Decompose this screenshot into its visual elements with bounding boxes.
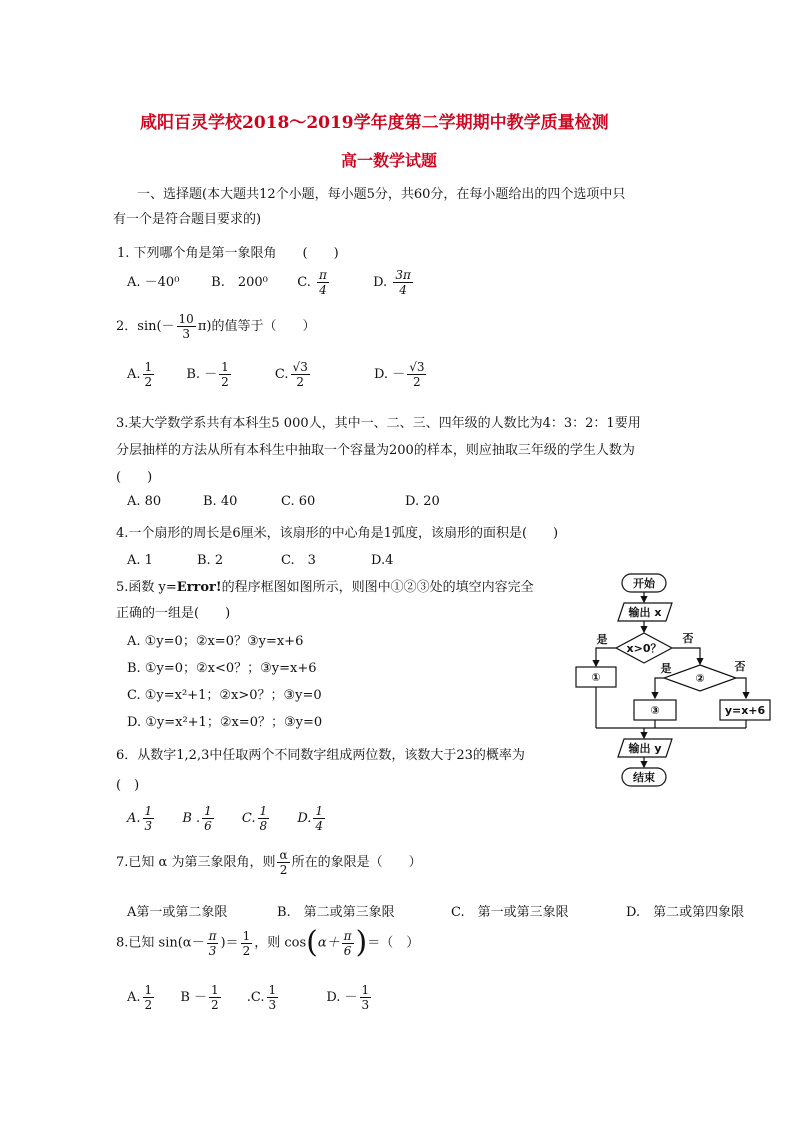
question-2-stem: 2．sin(－ $\frac{10}{3}$ π)的值等于（ ）	[116, 312, 316, 341]
question-3-line1: 3.某大学数学系共有本科生5 000人，其中一、二、三、四年级的人数比为4：3：2：1要用	[116, 416, 641, 431]
flow-box1-label: ①	[591, 671, 601, 684]
question-4-stem: 4.一个扇形的周长是6厘米，该扇形的中心角是1弧度，该扇形的面积是( )	[116, 526, 559, 541]
question-1-stem: 1. 下列哪个角是第一象限角 ( )	[117, 246, 339, 261]
question-3-line2: 分层抽样的方法从所有本科生中抽取一个容量为200的样本，则应抽取三年级的学生人数为	[116, 443, 635, 458]
flow-yes2-label: 是	[660, 662, 672, 675]
question-5-option-b: B. ①y=0；②x<0？；③y=x+6	[127, 661, 317, 676]
option-d-fraction: $\frac{3\pi}{4}$	[395, 268, 411, 297]
question-5-option-d: D. ①y=x²+1；②x=0？；③y=0	[127, 715, 323, 730]
question-5-option-c: C. ①y=x²+1；②x>0？；③y=0	[127, 688, 322, 703]
flow-end-label: 结束	[633, 771, 655, 784]
question-8-options: A. $\frac{1}{2}$ B － $\frac{1}{2}$ .C. $\frac{1}{3}$ D. － $\frac{1}{3}$	[127, 983, 370, 1012]
question-1-options	[127, 268, 415, 297]
option-c-label: C.	[297, 275, 311, 290]
question-7-stem: 7.已知 α 为第三象限角，则 $\frac{\alpha}{2}$ 所在的象限是（ ）	[116, 848, 422, 877]
page-title: 咸阳百灵学校2018～2019学年度第二学期期中教学质量检测	[140, 113, 609, 133]
flow-cond2-label: ②	[695, 672, 705, 685]
flow-input-label: 输出 x	[628, 606, 662, 619]
option-a: A. －40⁰	[127, 275, 180, 290]
question-3-line3: ( )	[116, 470, 153, 485]
question-3-options: A. 80 B. 40 C. 60 D. 20	[127, 494, 440, 509]
flow-output-label: 输出 y	[628, 742, 662, 755]
question-6-options: A. $\frac{1}{3}$ B . $\frac{1}{6}$ C. $\frac{1}{8}$ D. $\frac{1}{4}$	[127, 804, 324, 833]
question-4-options: A. 1 B. 2 C. 3 D.4	[127, 553, 394, 568]
flowchart	[560, 568, 780, 793]
page-subtitle: 高一数学试题	[341, 151, 438, 170]
option-c-fraction: $\frac{\pi}{4}$	[319, 268, 327, 297]
question-6-line1: 6．从数字1,2,3中任取两个不同数字组成两位数，该数大于23的概率为	[116, 748, 525, 763]
flow-box4-label: y=x+6	[724, 704, 766, 717]
question-5-line1: 5.函数 y=Error!的程序框图如图所示，则图中①②③处的填空内容完全	[116, 580, 534, 595]
question-2-options: A. $\frac{1}{2}$ B. － $\frac{1}{2}$ C. $\frac{√3}{2}$ D. － $\frac{√3}{2}$	[127, 360, 425, 389]
flow-yes-label: 是	[596, 633, 608, 646]
flow-cond1-label: x>0？	[626, 642, 662, 655]
option-d-label: D.	[373, 275, 388, 290]
flow-start-label: 开始	[633, 577, 655, 590]
question-6-line2: ( )	[116, 778, 140, 793]
section-intro-line2: 有一个是符合题目要求的)	[113, 212, 262, 227]
question-8-stem: 8.已知 sin(α－ $\frac{\pi}{3}$ )＝ $\frac{1}{2}$ ，则 cos(α＋ $\frac{\pi}{6}$ )＝（ ）	[116, 925, 420, 960]
question-5-option-a: A. ①y=0；②x=0？③y=x+6	[127, 634, 304, 649]
section-intro-line1: 一、选择题(本大题共12个小题，每小题5分，共60分，在每小题给出的四个选项中只	[137, 187, 626, 202]
question-5-line2: 正确的一组是( )	[116, 606, 231, 621]
option-b: B. 200⁰	[211, 275, 268, 290]
flow-box3-label: ③	[650, 704, 660, 717]
flow-no-label: 否	[682, 632, 694, 645]
question-7-options: A第一或第二象限 B. 第二或第三象限 C. 第一或第三象限 D. 第二或第四象限	[127, 905, 745, 920]
flow-no2-label: 否	[734, 660, 746, 673]
